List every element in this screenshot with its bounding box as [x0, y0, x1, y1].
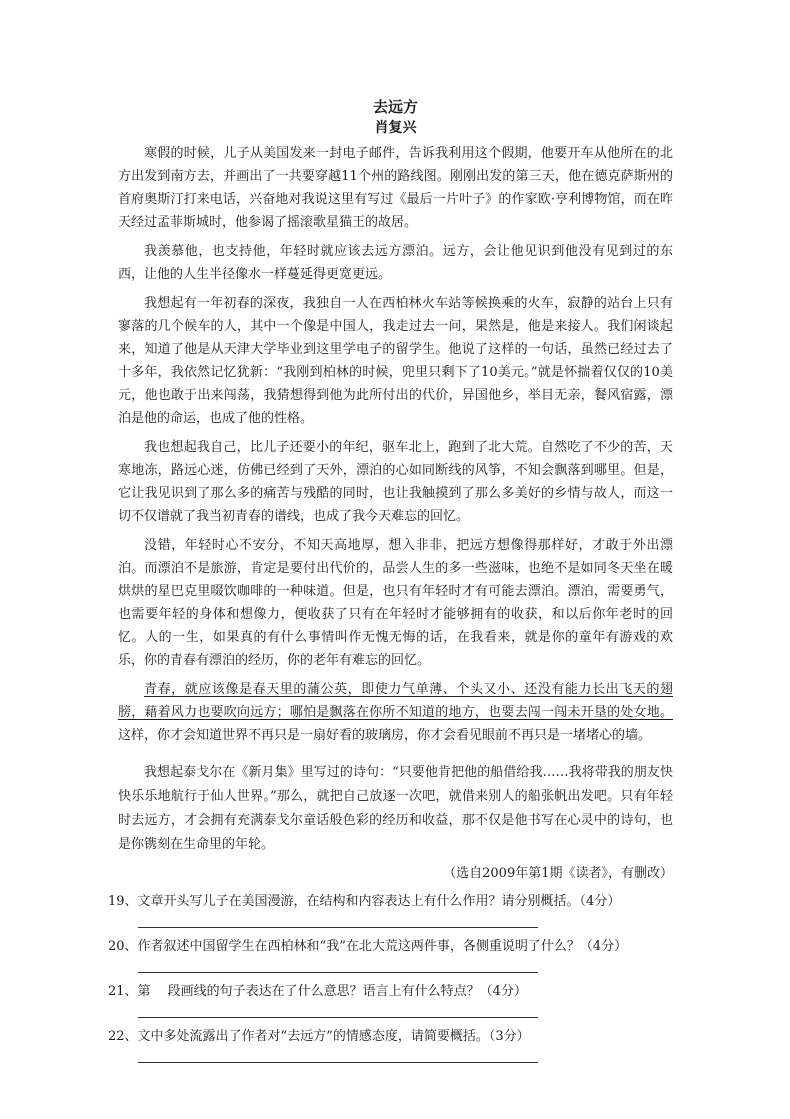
question-21: 21、第 段画线的句子表达在了什么意思？语言上有什么特点？（4分）: [108, 984, 527, 999]
answer-line-22[interactable]: [138, 1048, 538, 1063]
article-author: 肖复兴: [374, 120, 417, 136]
paragraph-6-tail: 这样，你才会知道世界不再只是一扇好看的玻璃房，你才会看见眼前不再只是一堵堵心的墙。: [118, 728, 652, 743]
paragraph-5: 没错，年轻时心不安分，不知天高地厚，想入非非，把远方想像得那样好，才敢于外出漂泊。而漂泊不是旅游，肯定是要付出代价的，品尝人生的多一些滋味，也绝不是如同冬天坐在暖烘烘的星巴克里啜饮咖啡的一种味道。但是，也只有年轻时才有可能去漂泊。漂泊，需要勇气，也需要年轻的身体和想像力，便收获了只有在年轻时才能够拥有的收获，和以后你年老时的回忆。人的一生，如果真的有什么事情叫作无愧无悔的话，在我看来，就是你的童年有游戏的欢乐，你的青春有漂泊的经历，你的老年有难忘的回忆。: [118, 538, 673, 668]
question-20: 20、作者叙述中国留学生在西柏林和“我”在北大荒这两件事，各侧重说明了什么？（4分）: [108, 939, 628, 954]
paragraph-2: 我羡慕他，也支持他，年轻时就应该去远方漂泊。远方，会让他见识到他没有见到过的东西，让他的人生半径像水一样蔓延得更宽更远。: [118, 244, 673, 282]
paragraph-7: 我想起泰戈尔在《新月集》里写过的诗句：“只要他肯把他的船借给我……我将带我的朋友快快乐乐地航行于仙人世界。”那么，就把自己放逐一次吧，就借来别人的船张帆出发吧。只有年轻时去远方，才会拥有充满泰戈尔童话般色彩的经历和收益，那不仅是他书写在心灵中的诗句，也是你镌刻在生命里的年轮。: [118, 765, 673, 852]
paragraph-3: 我想起有一年初春的深夜，我独自一人在西柏林火车站等候换乘的火车，寂静的站台上只有寥落的几个候车的人，其中一个像是中国人，我走过去一问，果然是，他是来接人。我们闲谈起来，知道了他是从天津大学毕业到这里学电子的留学生。他说了这样的一句话，虽然已经过去了十多年，我依然记忆犹新：“我刚到柏林的时候，兜里只剩下了10美元。”就是怀揣着仅仅的10美元，他也敢于出来闯荡，我猜想得到他为此所付出的代价，异国他乡，举目无亲，餐风宿露，漂泊是他的命运，也成了他的性格。: [118, 296, 673, 426]
answer-line-20[interactable]: [138, 958, 538, 973]
question-19: 19、文章开头写儿子在美国漫游，在结构和内容表达上有什么作用？请分别概括。（4分）: [108, 894, 621, 909]
document-page: [108, 96, 673, 1071]
answer-line-19[interactable]: [138, 913, 538, 928]
source-citation: （选自2009年第1期《读者》，有删改）: [443, 866, 673, 881]
paragraph-4: 我也想起我自己，比儿子还要小的年纪，驱车北上，跑到了北大荒。自然吃了不少的苦，天寒地冻，路远心迷，仿佛已经到了天外，漂泊的心如同断线的风筝，不知会飘落到哪里。但是，它让我见识到了那么多的痛苦与残酷的同时，也让我触摸到了那么多美好的乡情与故人，而这一切不仅谱就了我当初青春的谱线，也成了我今天难忘的回忆。: [118, 440, 673, 524]
question-22: 22、文中多处流露出了作者对“去远方”的情感态度，请简要概括。（3分）: [108, 1029, 530, 1044]
answer-line-21[interactable]: [138, 1003, 538, 1018]
paragraph-1: 寒假的时候，儿子从美国发来一封电子邮件，告诉我利用这个假期，他要开车从他所在的北方出发到南方去，并画出了一共要穿越11个州的路线图。刚刚出发的第三天，他在德克萨斯州的首府奥斯汀打来电话，兴奋地对我说这里有写过《最后一片叶子》的作家欧·亨利博物馆，而在昨天经过孟菲斯城时，他参谒了摇滚歌星猫王的故居。: [118, 146, 673, 230]
article-title: 去远方: [372, 98, 418, 116]
underlined-sentence: 青春，就应该像是春天里的蒲公英，即使力气单薄、个头又小、还没有能力长出飞天的翅膀，藉着风力也要吹向远方；哪怕是飘落在你所不知道的地方，也要去闯一闯未开垦的处女地。: [118, 682, 673, 720]
paragraph-6: [118, 678, 673, 747]
